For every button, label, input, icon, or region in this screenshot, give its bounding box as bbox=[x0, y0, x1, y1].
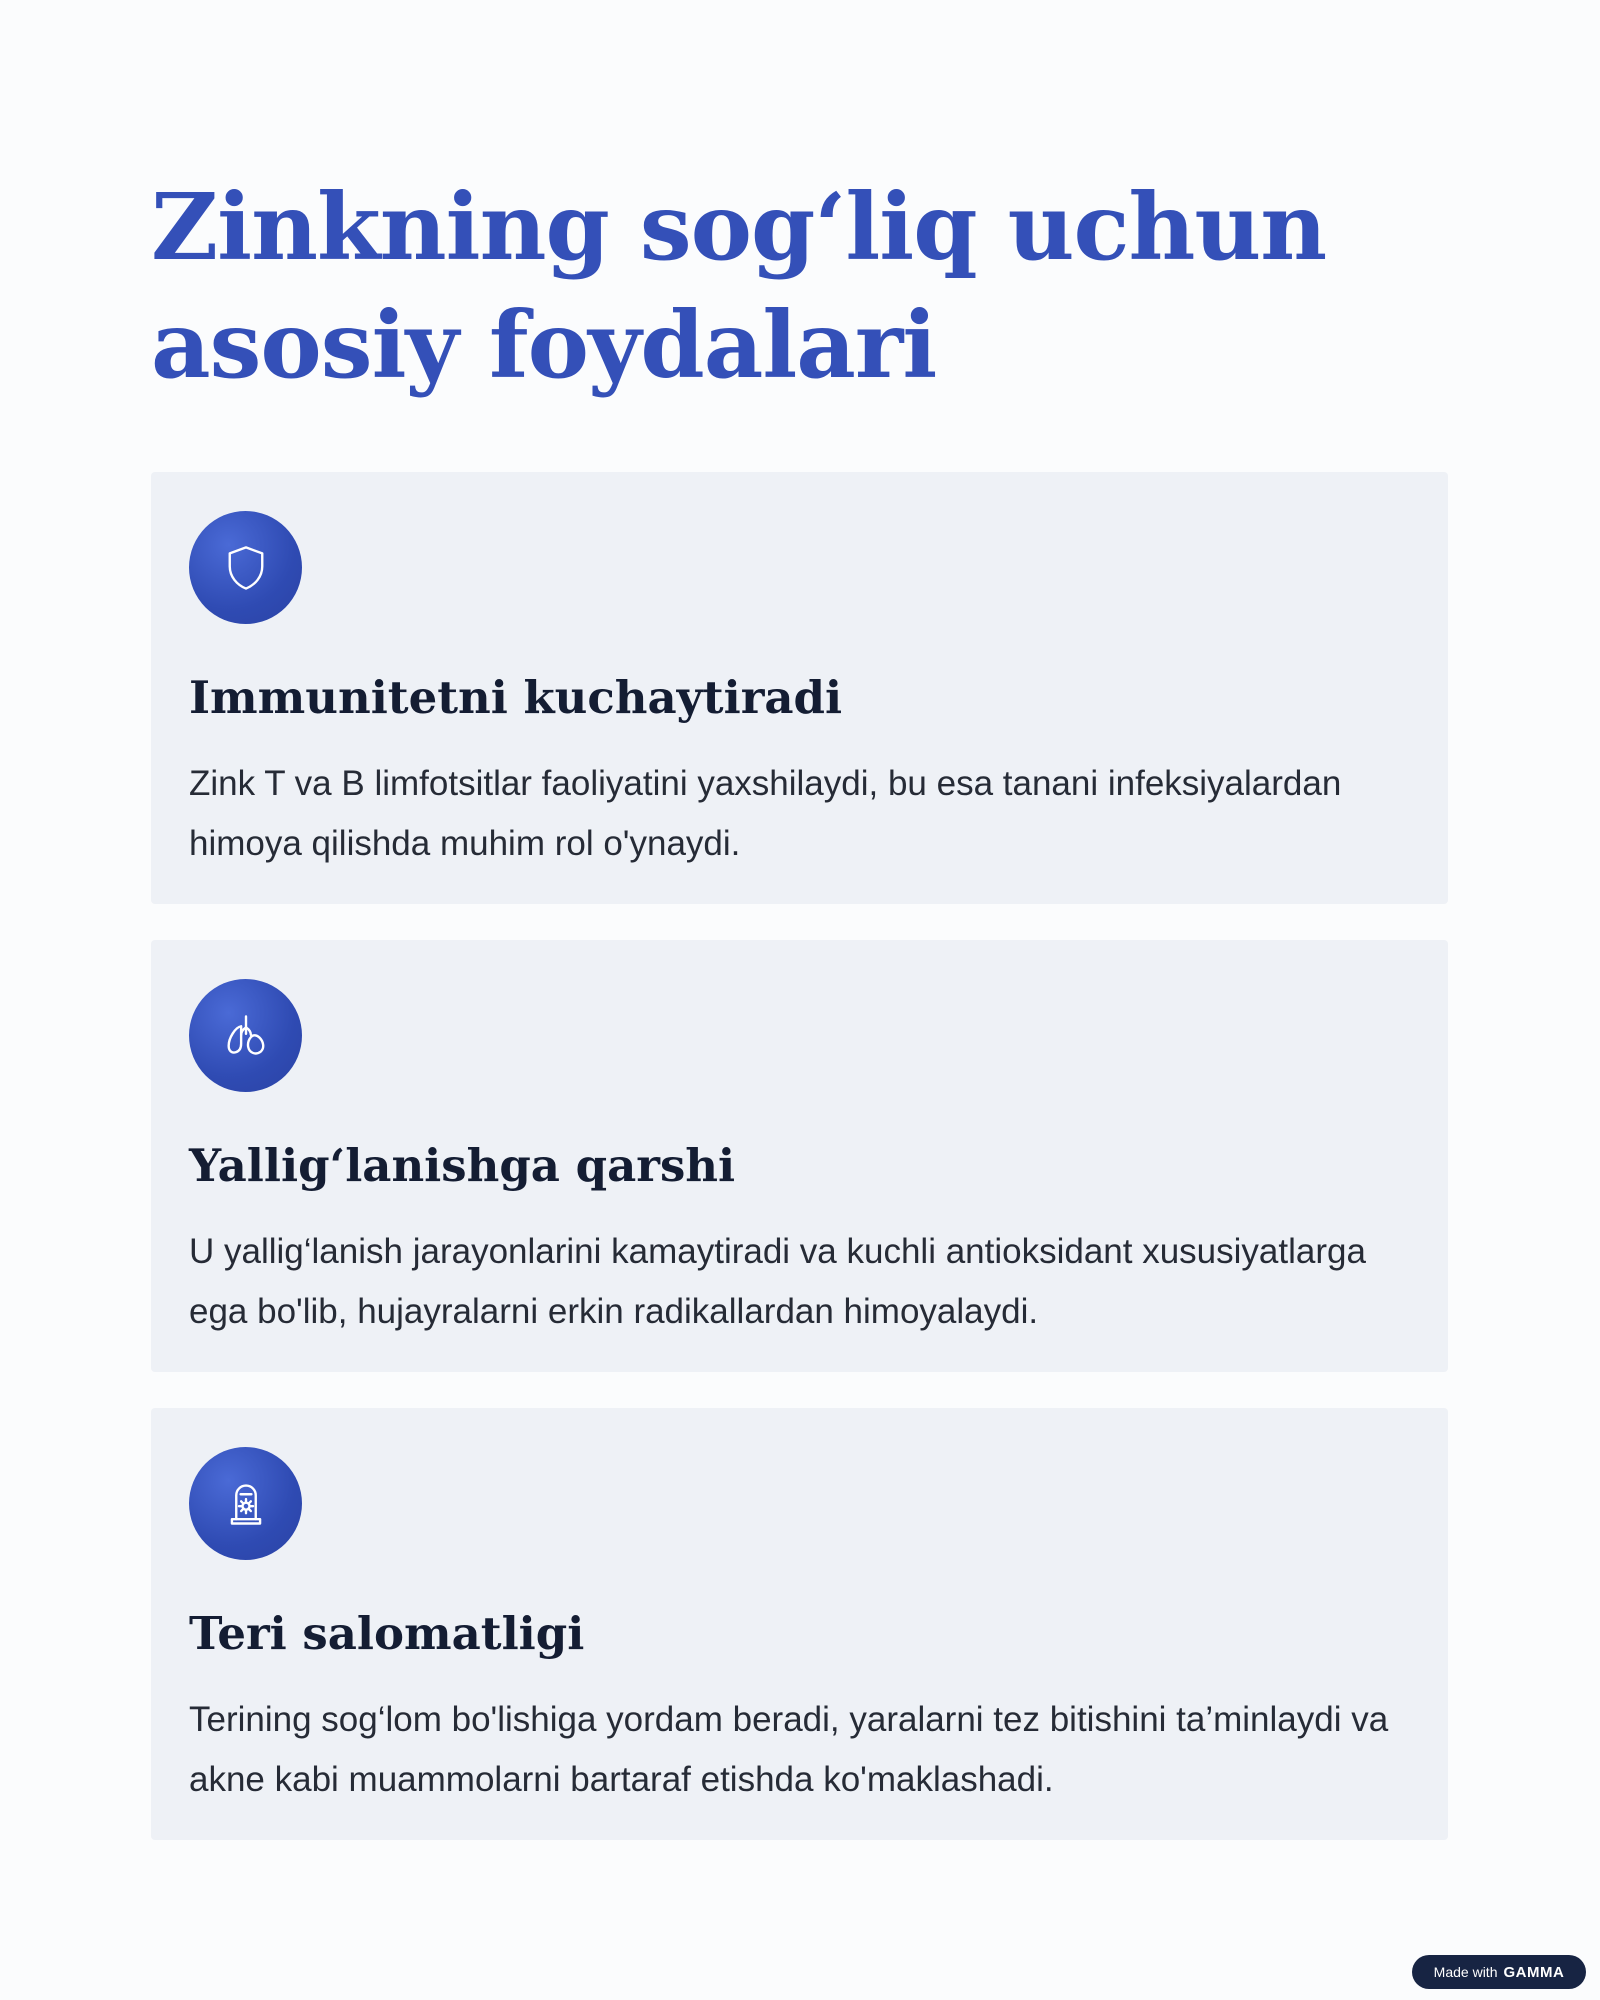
shield-icon bbox=[189, 511, 302, 624]
badge-prefix: Made with bbox=[1433, 1964, 1498, 1980]
card-title: Yallig‘lanishga qarshi bbox=[189, 1139, 736, 1192]
card-description: Terining sog‘lom bo'lishiga yordam beradi, yaralarni tez bitishini ta’minlaydi va akne kabi muammolarni bartaraf etishda ko'maklashadi. bbox=[189, 1700, 1389, 1799]
benefit-card-anti-inflammatory bbox=[151, 940, 1448, 1372]
gamma-logo: GAMMA bbox=[1503, 1963, 1565, 1981]
page-title: Zinkning sog‘liq uchun asosiy foydalari bbox=[151, 173, 1327, 399]
benefit-card-skin-health bbox=[151, 1408, 1448, 1840]
card-title: Teri salomatligi bbox=[189, 1607, 585, 1660]
card-description: Zink T va B limfotsitlar faoliyatini yaxshilaydi, bu esa tanani infeksiyalardan himoya qilishda muhim rol o'ynaydi. bbox=[189, 764, 1342, 863]
benefit-card-immunity bbox=[151, 472, 1448, 904]
card-title: Immunitetni kuchaytiradi bbox=[189, 671, 843, 724]
card-description: U yallig‘lanish jarayonlarini kamaytiradi va kuchli antioksidant xususiyatlarga ega bo'lib, hujayralarni erkin radikallardan himoyalaydi. bbox=[189, 1232, 1366, 1331]
lab-specimen-icon bbox=[189, 1447, 302, 1560]
lungs-icon bbox=[189, 979, 302, 1092]
made-with-gamma-badge[interactable] bbox=[1412, 1955, 1586, 1989]
